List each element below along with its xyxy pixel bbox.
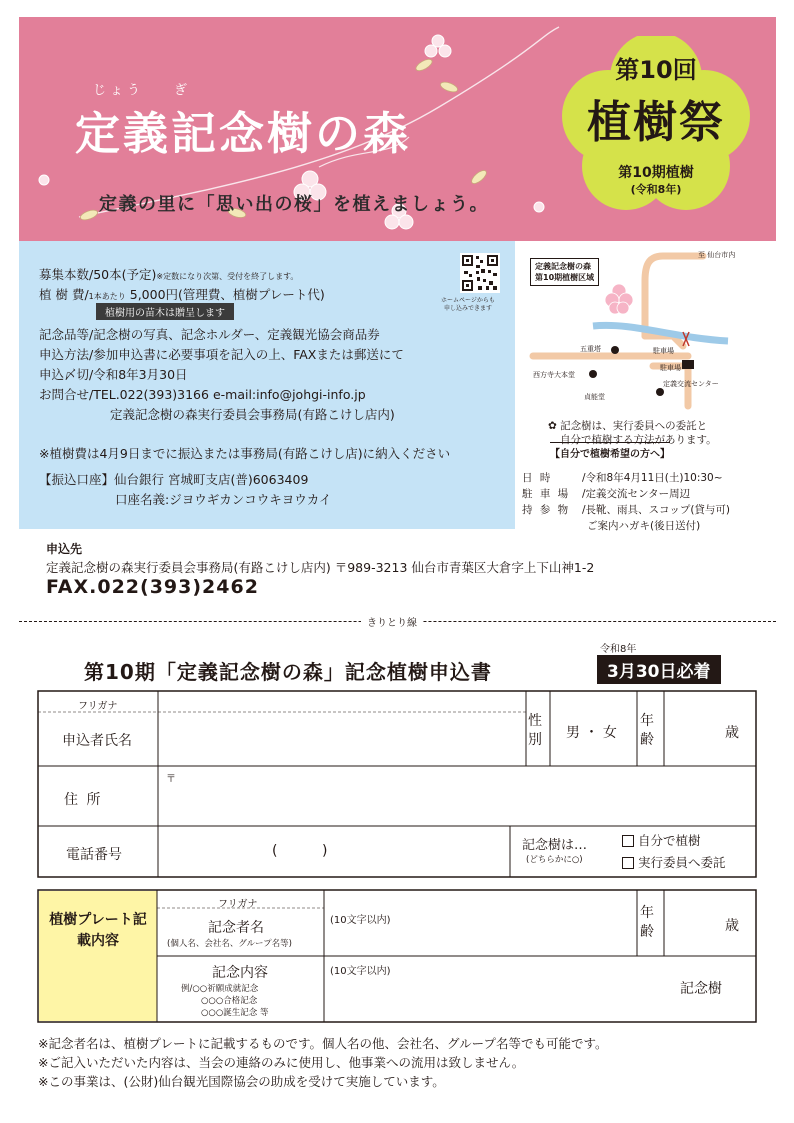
checkbox-self[interactable]: [622, 835, 634, 847]
main-title: 定義記念樹の森: [75, 107, 412, 160]
apply-fax: FAX.022(393)2462: [46, 576, 259, 598]
info-deadline: 申込〆切/令和8年3月30日: [39, 367, 188, 382]
map-label-sendai: 至 仙台市内: [698, 251, 736, 259]
title-ruby: じょう ぎ: [93, 83, 192, 98]
apply-address: 定義記念樹の森実行委員会事務局(有路こけし店内) 〒989-3213 仙台市青葉区大倉字上下山神1-2: [46, 560, 595, 575]
age-label: 年齢: [640, 713, 654, 748]
map-label-center: 定義交流センター: [663, 380, 719, 388]
tagline: 定義の里に「思い出の桜」を植えましょう。: [99, 194, 489, 215]
checkbox-commit[interactable]: [622, 857, 634, 869]
deadline-year: 令和8年: [600, 644, 637, 655]
info-payment-note: ※植樹費は4月9日までに振込または事務局(有路こけし店)に納入ください: [39, 446, 451, 461]
flower-icon: ✿: [548, 420, 557, 432]
info-method: 申込方法/参加申込書に必要事項を記入の上、FAXまたは郵送にて: [39, 347, 404, 362]
note-1: ※記念者名は、植樹プレートに記載するものです。個人名の他、会社名、グループ名等でも可能です。: [38, 1036, 608, 1051]
tree-suffix: 記念樹: [680, 981, 722, 997]
info-contact: お問合せ/TEL.022(393)3166 e-mail:info@johgi-info.jp: [39, 387, 366, 402]
map-label-teikidou: 貞能堂: [584, 393, 605, 401]
plate-label: 植樹プレート記載内容: [49, 912, 147, 949]
badge-edition: 第10回: [615, 56, 697, 84]
info-bank: 【振込口座】仙台銀行 宮城町支店(普)6063409: [39, 472, 309, 487]
sex-label: 性別: [528, 713, 542, 748]
age-unit: 歳: [725, 725, 739, 741]
note-2: ※ご記入いただいた内容は、当会の連絡のみに使用し、他事業への流用は致しません。: [38, 1055, 525, 1070]
applicant-name-label: 申込者氏名: [62, 733, 132, 749]
plate-example-3: ○○○誕生記念 等: [201, 1008, 269, 1018]
info-account: 口座名義:ジヨウギカンコウキヨウカイ: [115, 492, 332, 507]
map-hope-heading: 【自分で植樹希望の方へ】: [550, 442, 670, 460]
info-gift: 記念品等/記念樹の写真、記念ホルダー、定義観光協会商品券: [39, 327, 380, 342]
seedling-note: 植樹用の苗木は贈呈します: [96, 303, 234, 320]
badge-event: 植樹祭: [587, 97, 725, 148]
age-field[interactable]: [666, 693, 754, 764]
map-label-parking: 駐車場: [653, 347, 674, 355]
plate-age-field[interactable]: [666, 892, 754, 954]
note-3: ※この事業は、(公財)仙台観光国際協会の助成を受けて実施しています。: [38, 1074, 445, 1089]
tree-is-sub: (どちらかに○): [526, 855, 583, 865]
plate-content-limit: (10文字以内): [330, 966, 391, 977]
map-note-1: ✿ 記念樹は、実行委員への委託と: [548, 420, 708, 432]
map-label-nishikata: 西方寺大本堂: [533, 371, 575, 379]
plate-example-2: ○○○合格記念: [201, 996, 258, 1006]
address-label: 住 所: [64, 792, 103, 808]
applicant-name-field[interactable]: [160, 714, 524, 764]
plate-content-field[interactable]: [326, 976, 666, 1020]
map-area-label: 定義記念樹の森 第10期植樹区域: [530, 258, 599, 286]
info-office: 定義記念樹の森実行委員会事務局(有路こけし店内): [110, 407, 395, 422]
phone-paren: ( ): [272, 843, 328, 859]
plate-person-field[interactable]: [326, 892, 635, 954]
sex-options[interactable]: 男 ・ 女: [566, 725, 617, 741]
form-title: 第10期「定義記念樹の森」記念植樹申込書: [84, 660, 492, 684]
plate-example-1: 例/○○祈願成就記念: [181, 984, 259, 994]
map-label-gojunoto: 五重塔: [580, 345, 601, 353]
phone-field[interactable]: [160, 828, 508, 875]
event-items: 持 参 物 /長靴、雨具、スコップ(貸与可): [522, 504, 731, 516]
plate-content-label: 記念内容: [212, 965, 268, 981]
furigana-label: フリガナ: [78, 701, 118, 712]
plate-age-unit: 歳: [725, 918, 739, 934]
plate-person-sub: (個人名、会社名、グループ名等): [167, 939, 292, 949]
apply-heading: 申込先: [46, 542, 83, 556]
event-date: 日 時 /令和8年4月11日(土)10:30~: [522, 472, 723, 484]
plate-person-label: 記念者名: [208, 920, 264, 936]
event-parking: 駐 車 場 /定義交流センター周辺: [522, 488, 691, 500]
info-count: 募集本数/50本(予定)※定数になり次第、受付を終了します。: [39, 267, 299, 282]
option-commit[interactable]: 実行委員へ委託: [622, 853, 726, 871]
plate-person-limit: (10文字以内): [330, 915, 391, 926]
info-fee: 植 樹 費/1本あたり 5,000円(管理費、植樹プレート代): [39, 287, 325, 302]
badge-year: (令和8年): [630, 183, 682, 196]
deadline-badge: 3月30日必着: [597, 655, 721, 684]
map-label-parking-2: 駐車場: [660, 364, 681, 372]
cut-label: きりとり線: [361, 614, 423, 629]
qr-caption: ホームページからも 申し込みできます: [441, 297, 495, 312]
postal-mark: 〒: [166, 774, 176, 785]
phone-label: 電話番号: [66, 847, 122, 863]
map-note-2: 自分で植樹する方法があります。: [560, 434, 717, 446]
tree-is-label: 記念樹は…: [522, 838, 588, 853]
plate-age-label: 年齢: [640, 905, 654, 940]
option-self[interactable]: 自分で植樹: [622, 831, 701, 849]
plate-furigana: フリガナ: [218, 899, 258, 910]
badge-term: 第10期植樹: [618, 165, 694, 181]
event-items-2: ご案内ハガキ(後日送付): [587, 520, 701, 532]
address-field[interactable]: [160, 768, 754, 824]
